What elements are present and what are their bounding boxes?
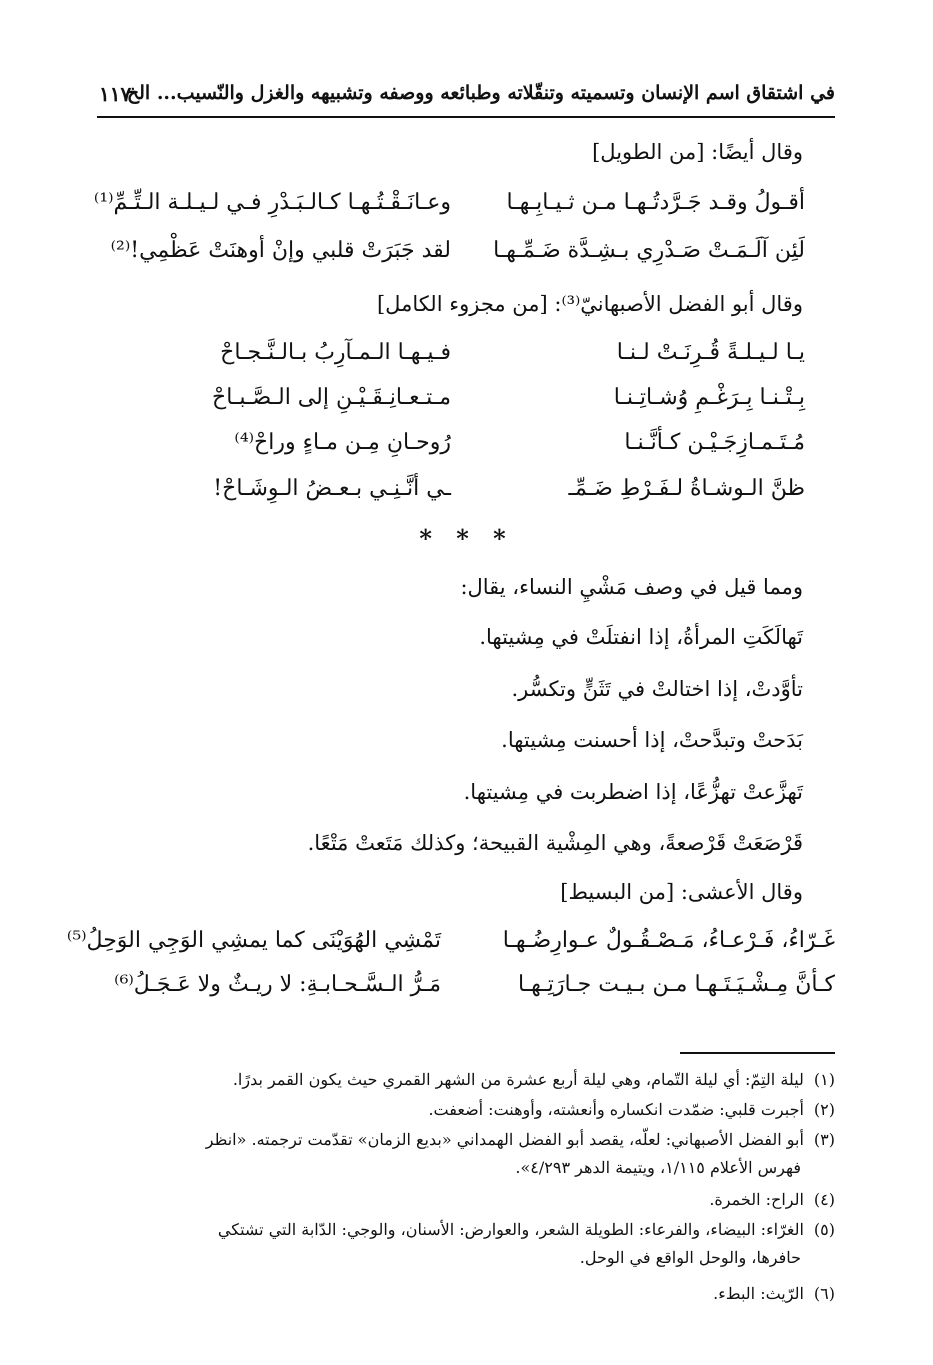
verse-first-hemistich: بِـتْـنـا بِـرَغْـمِ وُشـاتِـنـا — [613, 385, 805, 410]
section-separator: * * * — [419, 524, 514, 553]
prose-intro: ومما قيل في وصف مَشْيِ النساء، يقال: — [460, 575, 803, 599]
running-header — [97, 80, 835, 118]
prose-line: بَدَحتْ وتبدَّحتْ، إذا أحسنت مِشيتها. — [501, 728, 803, 752]
footnote-number: (٢) — [813, 1100, 835, 1119]
footnote — [95, 1280, 835, 1308]
verse-second-hemistich: وعـانَـقْـتُـهـا كـالـبَـدْرِ فـي لـيـلـة الـتِّـمِّ⁽¹⁾ — [93, 190, 451, 215]
footnote — [95, 1066, 835, 1094]
verse-line — [0, 238, 933, 272]
footnote-continuation: فهرس الأعلام ١/١١٥، ويتيمة الدهر ٤/٢٩٣». — [515, 1158, 801, 1177]
footnote-text: الرّيث: البطء. — [713, 1284, 804, 1303]
footnote-text: أجبرت قلبي: ضمّدت انكساره وأنعشته، وأوهنت: أضعفت. — [428, 1100, 804, 1119]
footnote-text: الغرّاء: البيضاء، والفرعاء: الطويلة الشعر، والعوارض: الأسنان، والوجي: الدّابة التي تشتكي — [217, 1220, 804, 1239]
prose-line: قَرْصَعَتْ قَرْصعةً، وهي المِشْية القبيحة؛ وكذلك مَتَعتْ مَتْعًا. — [307, 831, 803, 855]
prose-line: تأوَّدتْ، إذا اختالتْ في تَثَنٍّ وتكسُّر. — [511, 677, 803, 701]
verse-first-hemistich: ظنَّ الـوشـاةُ لـفَـرْطِ ضَـمِّـ — [568, 476, 805, 501]
verse-second-hemistich: لقد جَبَرَتْ قلبي وإنْ أوهنَتْ عَظْمِي!⁽²⁾ — [110, 238, 451, 263]
verse-second-hemistich: فـيـهـا الـمـآرِبُ بـالـنَّـجـاحْ — [220, 340, 451, 365]
footnote — [95, 1126, 835, 1182]
footnote-number: (٦) — [813, 1284, 835, 1303]
verse-second-hemistich: رُوحـانِ مِـن مـاءٍ وراحْ⁽⁴⁾ — [234, 430, 451, 455]
verse-line — [0, 430, 933, 464]
verse-first-hemistich: أقـولُ وقـد جَـرَّدتُـهـا مـن ثـيـابِـهـا — [506, 190, 805, 215]
running-title: في اشتقاق اسم الإنسان وتسميته وتنقّلاته وطبائعه ووصفه وتشبيهه والغزل والنّسيب... الخ — [126, 82, 835, 104]
prose-line: تَهزَّعتْ تهزُّعًا، إذا اضطربت في مِشيتها. — [463, 780, 803, 804]
poem-intro: وقال أيضًا: [من الطويل] — [592, 140, 803, 164]
page-number: ١١٧ — [99, 82, 132, 106]
prose-line: تَهالَكَتِ المرأةُ، إذا انفتلَتْ في مِشيتها. — [479, 625, 803, 649]
verse-line — [0, 385, 933, 419]
poem-intro: وقال الأعشى: [من البسيط] — [560, 880, 803, 904]
footnote — [95, 1216, 835, 1272]
verse-line — [0, 340, 933, 374]
poem-intro: وقال أبو الفضل الأصبهانيّ⁽³⁾: [من مجزوء الكامل] — [376, 292, 803, 316]
verse-second-hemistich: مَـرُّ الـسَّـحـابـةِ: لا ريـثٌ ولا عَـجَـلُ⁽⁶⁾ — [114, 972, 441, 997]
verse-first-hemistich: لَئِن آلَـمَـتْ صَـدْرِي بـشِـدَّة ضَـمِّـهـا — [493, 238, 805, 263]
verse-first-hemistich: مُـتَـمـازِجَـيْـن كـأنَّـنـا — [624, 430, 805, 455]
verse-first-hemistich: كـأنَّ مِـشْـيَـتَـهـا مـن بـيـت جـارَتِـهـا — [518, 972, 835, 997]
footnote-continuation: حافرها، والوحل الواقع في الوحل. — [579, 1248, 801, 1267]
verse-second-hemistich: مـتـعـانِـقَـيْـنِ إلى الـصَّـبـاحْ — [212, 385, 451, 410]
verse-line — [0, 476, 933, 510]
footnote-text: أبو الفضل الأصبهاني: لعلّه، يقصد أبو الفضل الهمداني «بديع الزمان» تقدّمت ترجمته. «انظر — [205, 1130, 804, 1149]
verse-line — [0, 928, 933, 962]
verse-first-hemistich: يـا لـيـلـةً قُـرِنَـتْ لـنـا — [616, 340, 805, 365]
verse-line — [0, 972, 933, 1006]
footnote-text: الراح: الخمرة. — [709, 1190, 804, 1209]
footnote-number: (١) — [813, 1070, 835, 1089]
footnote — [95, 1186, 835, 1214]
footnote-text: ليلة التِمّ: أي ليلة التّمام، وهي ليلة أربع عشرة من الشهر القمري حيث يكون القمر بدرًا. — [232, 1070, 804, 1089]
verse-line — [0, 190, 933, 224]
footnote-number: (٥) — [813, 1220, 835, 1239]
verse-first-hemistich: غَـرّاءُ، فَـرْعـاءُ، مَـصْـقُـولٌ عـوارِضُـهـا — [502, 928, 835, 953]
verse-second-hemistich: تَمْشِي الهُوَيْنَى كما يمشِي الوَجِي الوَحِلُ⁽⁵⁾ — [66, 928, 441, 953]
footnote-number: (٤) — [813, 1190, 835, 1209]
footnote-divider — [680, 1052, 835, 1054]
verse-second-hemistich: ـي أنَّـنِـي بـعـضُ الـوِشَـاحْ! — [213, 476, 451, 501]
footnote — [95, 1096, 835, 1124]
footnote-number: (٣) — [813, 1130, 835, 1149]
